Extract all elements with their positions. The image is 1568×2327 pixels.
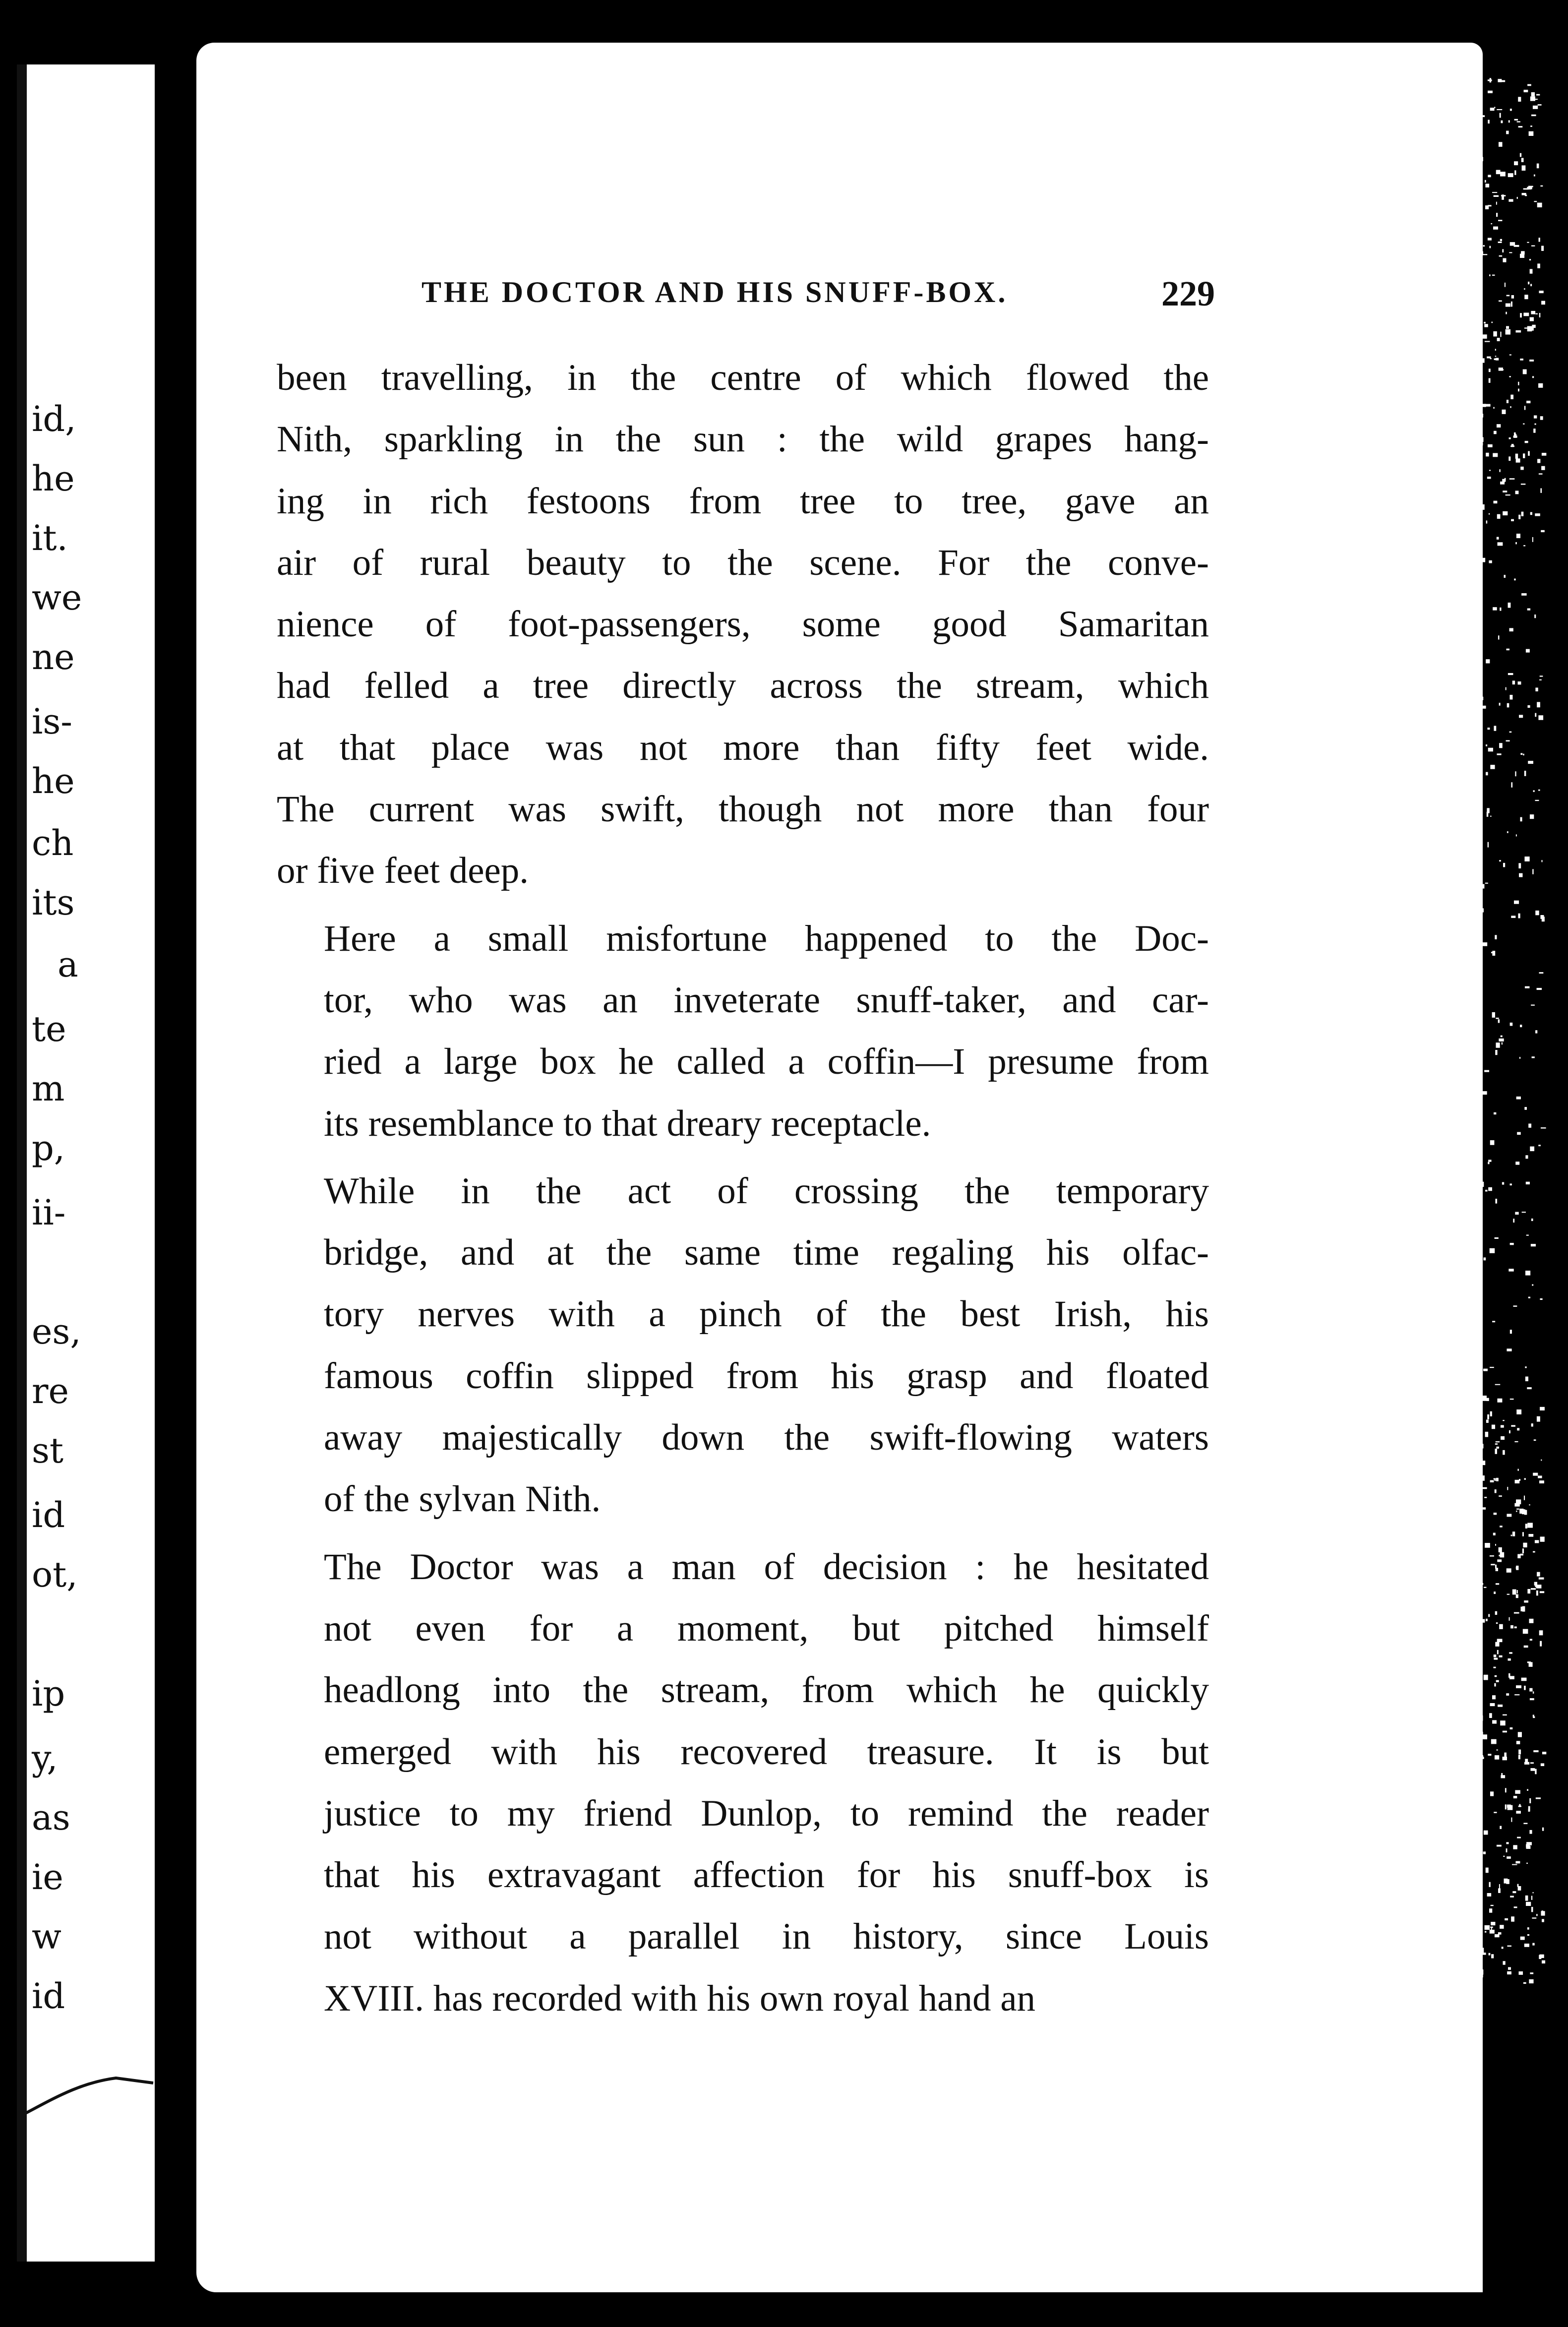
page-number: 229 <box>1161 274 1215 313</box>
text-line: bridge, and at the same time regaling his olfac- <box>324 1232 1209 1274</box>
body-text <box>277 347 1209 2029</box>
previous-page-fragment: it. <box>32 518 68 558</box>
previous-page-fragment: ii- <box>32 1192 66 1233</box>
previous-page-fragment: id <box>32 1976 65 2017</box>
text-line: had felled a tree directly across the stream, which <box>277 665 1209 707</box>
previous-page-fragment: id <box>32 1495 65 1535</box>
page-edge-speckle <box>1448 74 1547 1984</box>
previous-page-fragment: a <box>58 944 78 985</box>
text-line: XVIII. has recorded with his own royal hand an <box>324 1977 1035 2019</box>
previous-page-fragment: as <box>32 1797 70 1838</box>
text-line: nience of foot-passengers, some good Samaritan <box>277 604 1209 645</box>
text-line: ried a large box he called a coffin—I presume from <box>324 1041 1209 1083</box>
text-line: headlong into the stream, from which he quickly <box>324 1669 1209 1711</box>
previous-page-fragment: m <box>32 1068 65 1109</box>
previous-page-sliver <box>17 64 155 2262</box>
text-line: air of rural beauty to the scene. For the conve- <box>277 542 1209 583</box>
previous-page-fragment: y, <box>32 1738 58 1778</box>
previous-page-text-fragments <box>28 399 107 2088</box>
paragraph <box>277 347 1209 902</box>
previous-page-fragment: st <box>32 1430 64 1471</box>
previous-page-fragment: he <box>32 458 75 499</box>
running-head: THE DOCTOR AND HIS SNUFF-BOX. <box>422 276 1008 308</box>
text-line: ing in rich festoons from tree to tree, gave an <box>277 480 1209 522</box>
previous-page-fragment: ch <box>32 823 74 863</box>
text-line: or five feet deep. <box>277 850 529 892</box>
text-line: not even for a moment, but pitched himself <box>324 1607 1209 1649</box>
previous-page-fragment: w <box>32 1916 61 1957</box>
page-header <box>422 275 1215 320</box>
text-line: been travelling, in the centre of which flowed the <box>277 357 1209 398</box>
previous-page-fragment: te <box>32 1009 66 1049</box>
paragraph <box>277 1536 1209 2029</box>
previous-page-fragment: es, <box>32 1311 81 1352</box>
text-line: The current was swift, though not more than four <box>277 789 1209 830</box>
previous-page-fragment: ot, <box>32 1554 78 1595</box>
paragraph <box>277 908 1209 1155</box>
text-line: The Doctor was a man of decision : he hesitated <box>324 1546 1209 1588</box>
previous-page-fragment: p, <box>32 1128 65 1168</box>
previous-page-fragment: ne <box>32 637 75 677</box>
previous-page-fragment: ie <box>32 1857 63 1898</box>
text-line: tory nerves with a pinch of the best Irish, his <box>324 1293 1209 1335</box>
torn-corner-line <box>17 2063 156 2123</box>
text-line: not without a parallel in history, since Louis <box>324 1916 1209 1958</box>
previous-page-fragment: we <box>32 577 82 618</box>
paragraph <box>277 1161 1209 1531</box>
text-line: Here a small misfortune happened to the Doc- <box>324 918 1209 959</box>
previous-page-fragment: id, <box>32 399 76 439</box>
text-line: justice to my friend Dunlop, to remind the reader <box>324 1792 1209 1834</box>
previous-page-fragment: is- <box>32 701 72 742</box>
text-line: emerged with his recovered treasure. It is but <box>324 1731 1209 1773</box>
book-gutter <box>17 64 27 2262</box>
text-line: its resemblance to that dreary receptacle. <box>324 1102 931 1144</box>
text-line: Nith, sparkling in the sun : the wild grapes hang- <box>277 419 1209 460</box>
text-line: While in the act of crossing the temporary <box>324 1170 1209 1212</box>
text-line: away majestically down the swift-flowing waters <box>324 1417 1209 1459</box>
text-line: tor, who was an inveterate snuff-taker, and car- <box>324 979 1209 1021</box>
text-line: that his extravagant affection for his snuff-box is <box>324 1854 1209 1896</box>
text-line: famous coffin slipped from his grasp and floated <box>324 1355 1209 1397</box>
previous-page-fragment: its <box>32 882 75 923</box>
previous-page-fragment: he <box>32 761 75 801</box>
previous-page-fragment: ip <box>32 1673 65 1714</box>
text-line: of the sylvan Nith. <box>324 1478 601 1520</box>
previous-page-fragment: re <box>32 1371 69 1411</box>
text-line: at that place was not more than fifty feet wide. <box>277 727 1209 768</box>
